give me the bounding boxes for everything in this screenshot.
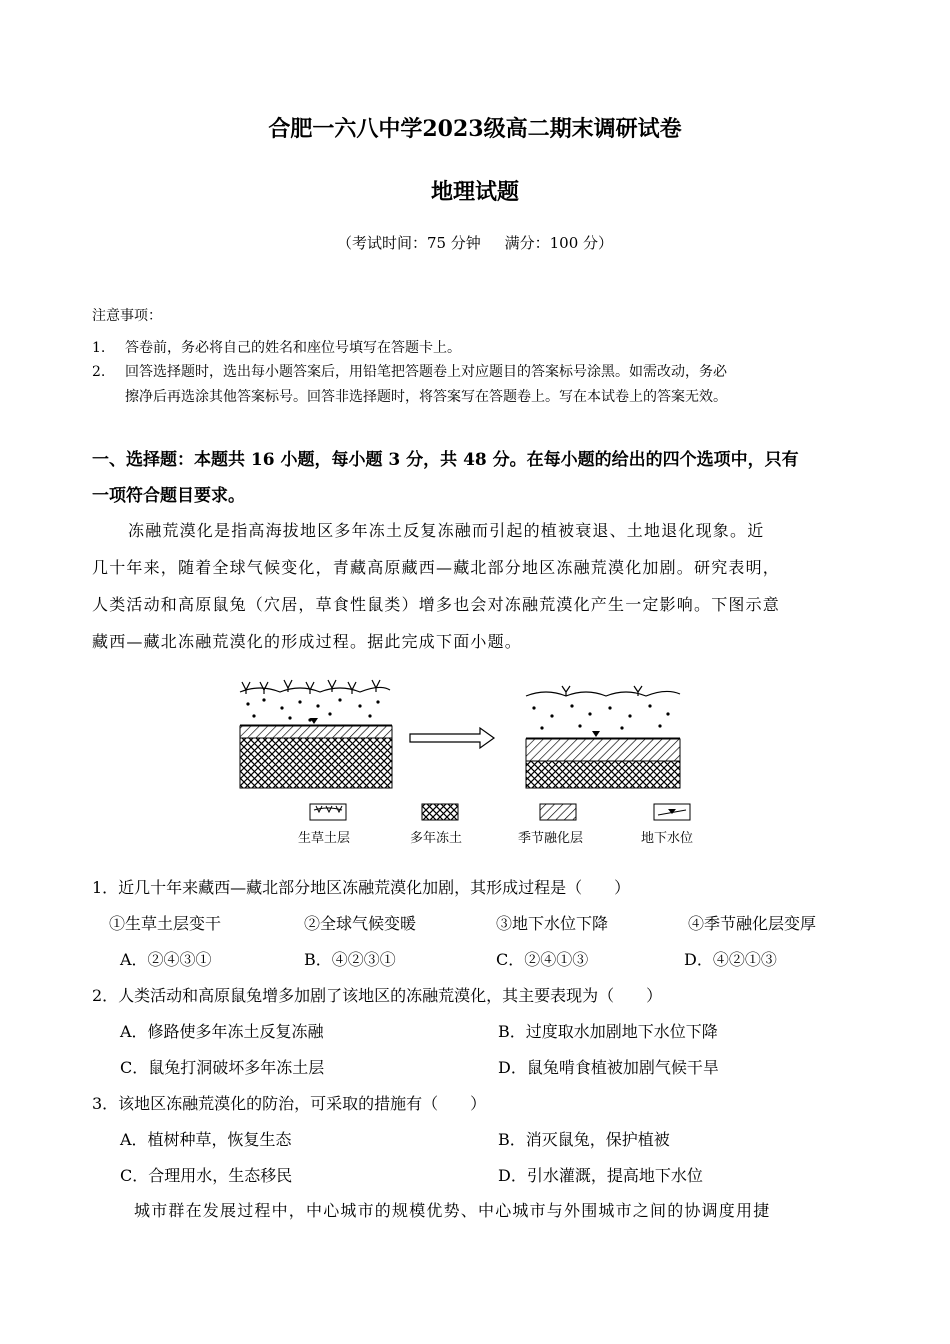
q2-option-d[interactable]: D．鼠兔啃食植被加剧气候干旱 bbox=[498, 1058, 719, 1077]
notice-number: 2. bbox=[92, 364, 106, 380]
q1-statement-4: ④季节融化层变厚 bbox=[688, 914, 817, 933]
page-title: 合肥一六八中学2023级高二期末调研试卷 bbox=[268, 116, 682, 142]
q2-option-a[interactable]: A．修路使多年冻土反复冻融 bbox=[120, 1022, 324, 1041]
section-heading-line: 一、选择题：本题共 16 小题，每小题 3 分，共 48 分。在每小题的给出的四个选项中，只有 bbox=[92, 450, 799, 470]
desertification-diagram bbox=[230, 670, 710, 850]
passage-line: 几十年来，随着全球气候变化，青藏高原藏西—藏北部分地区冻融荒漠化加剧。研究表明， bbox=[92, 558, 781, 577]
q2-option-c[interactable]: C．鼠兔打洞破坏多年冻土层 bbox=[120, 1058, 325, 1077]
passage-line: 藏西—藏北冻融荒漠化的形成过程。据此完成下面小题。 bbox=[92, 632, 523, 651]
page-subtitle: 地理试题 bbox=[430, 179, 519, 205]
q1-option-b[interactable]: B．④②③① bbox=[304, 950, 396, 969]
section-heading bbox=[92, 442, 862, 514]
notice-item-2 bbox=[92, 360, 862, 410]
notice-text: 回答选择题时，选出每小题答案后，用铅笔把答题卷上对应题目的答案标号涂黑。如需改动，务必 bbox=[125, 364, 727, 380]
q3-option-b[interactable]: B．消灭鼠兔，保护植被 bbox=[498, 1130, 670, 1149]
legend-symbol-groundwater-level bbox=[654, 804, 690, 820]
q1-option-d[interactable]: D．④②①③ bbox=[684, 950, 777, 969]
question-2-stem: 2．人类活动和高原鼠兔增多加剧了该地区的冻融荒漠化，其主要表现为（ ） bbox=[92, 986, 663, 1005]
notice-item-1 bbox=[92, 336, 862, 361]
legend-label-sod-layer: 生草土层 bbox=[298, 831, 351, 846]
q3-option-a[interactable]: A．植树种草，恢复生态 bbox=[120, 1130, 292, 1149]
q3-option-c[interactable]: C．合理用水，生态移民 bbox=[120, 1166, 293, 1185]
diagram-before bbox=[240, 680, 392, 788]
passage-2: 城市群在发展过程中，中心城市的规模优势、中心城市与外围城市之间的协调度用捷 bbox=[134, 1201, 771, 1220]
notices-heading: 注意事项： bbox=[92, 308, 162, 324]
passage-1 bbox=[92, 512, 857, 660]
legend-label-permafrost: 多年冻土 bbox=[410, 831, 463, 846]
legend-label-seasonal-thaw-layer: 季节融化层 bbox=[518, 831, 584, 846]
legend-symbol-permafrost bbox=[422, 804, 458, 820]
q1-option-c[interactable]: C．②④①③ bbox=[496, 950, 589, 969]
passage-line: 冻融荒漠化是指高海拔地区多年冻土反复冻融而引起的植被衰退、土地退化现象。近 bbox=[128, 521, 765, 540]
question-3-stem: 3．该地区冻融荒漠化的防治，可采取的措施有（ ） bbox=[92, 1094, 487, 1113]
q1-statement-2: ②全球气候变暖 bbox=[304, 914, 417, 933]
diagram-after bbox=[526, 686, 680, 788]
notice-text: 答卷前，务必将自己的姓名和座位号填写在答题卡上。 bbox=[125, 340, 461, 356]
process-arrow bbox=[410, 728, 494, 748]
q1-option-a[interactable]: A．②④③① bbox=[120, 950, 212, 969]
legend-symbol-seasonal-thaw-layer bbox=[540, 804, 576, 820]
exam-info: （考试时间：75 分钟 满分：100 分） bbox=[336, 234, 614, 252]
passage-line: 人类活动和高原鼠兔（穴居，草食性鼠类）增多也会对冻融荒漠化产生一定影响。下图示意 bbox=[92, 595, 781, 614]
q2-option-b[interactable]: B．过度取水加剧地下水位下降 bbox=[498, 1022, 718, 1041]
q1-statement-1: ①生草土层变干 bbox=[109, 914, 222, 933]
question-1-stem: 1．近几十年来藏西—藏北部分地区冻融荒漠化加剧，其形成过程是（ ） bbox=[92, 878, 631, 897]
legend-symbol-sod-layer bbox=[310, 804, 346, 820]
notice-number: 1. bbox=[92, 340, 106, 356]
legend-label-groundwater-level: 地下水位 bbox=[641, 831, 694, 846]
section-heading-line: 一项符合题目要求。 bbox=[92, 486, 245, 506]
notice-text-cont: 擦净后再选涂其他答案标号。回答非选择题时，将答案写在答题卷上。写在本试卷上的答案无效。 bbox=[125, 389, 727, 405]
q1-statement-3: ③地下水位下降 bbox=[496, 914, 609, 933]
q3-option-d[interactable]: D．引水灌溉，提高地下水位 bbox=[498, 1166, 703, 1185]
